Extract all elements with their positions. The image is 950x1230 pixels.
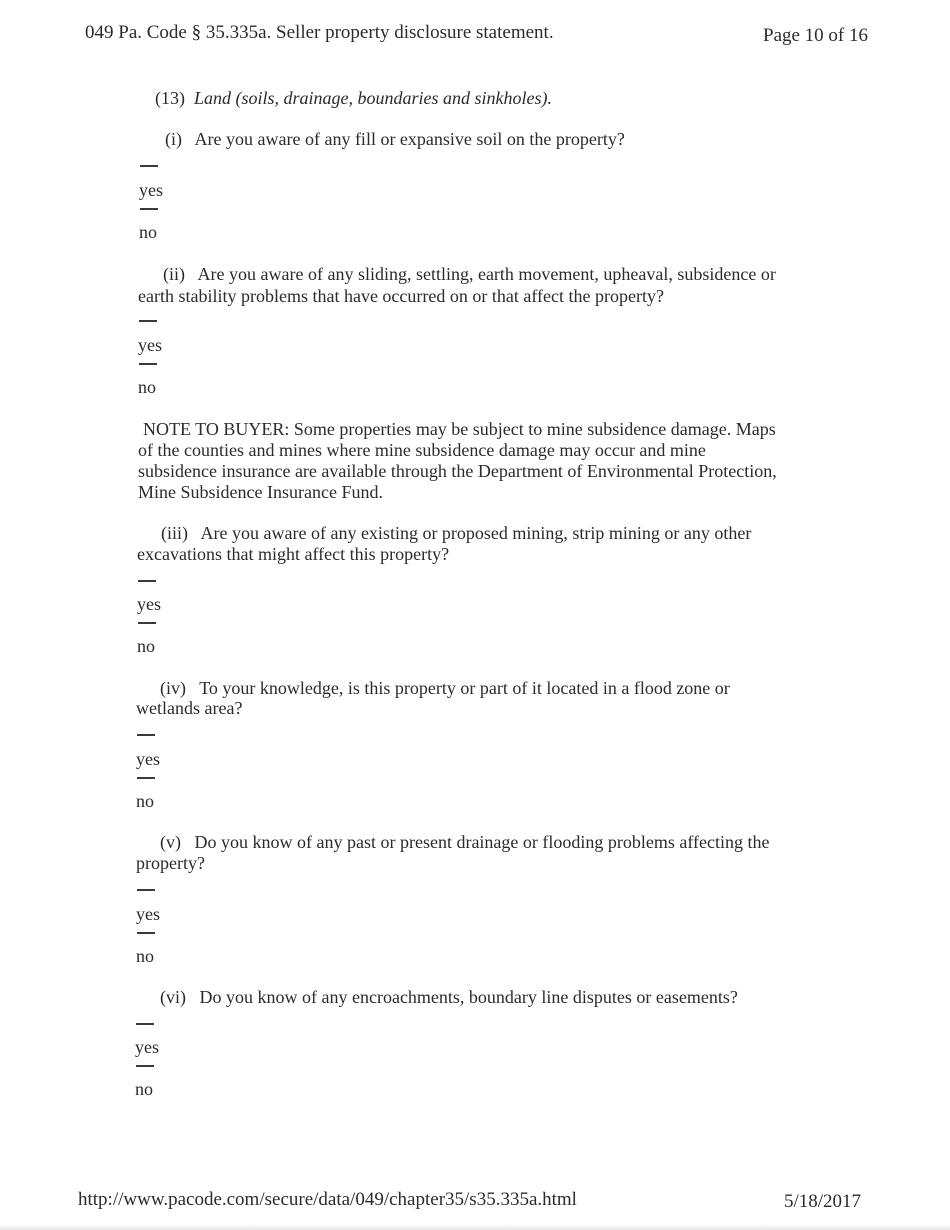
- footer-date: 5/18/2017: [784, 1191, 862, 1212]
- question-text: Do you know of any past or present drainage or flooding problems affecting the: [194, 832, 770, 852]
- answer-blank-yes[interactable]: [139, 320, 157, 322]
- answer-blank-no[interactable]: [140, 208, 158, 210]
- question-text: To your knowledge, is this property or part of it located in a flood zone or: [199, 678, 730, 698]
- question-vi: [160, 987, 738, 1008]
- section-title: Land (soils, drainage, boundaries and sinkholes).: [194, 88, 552, 108]
- option-yes: yes: [138, 335, 162, 355]
- answer-blank-yes[interactable]: [138, 580, 156, 582]
- option-yes: yes: [135, 1037, 159, 1057]
- answer-blank-no[interactable]: [139, 363, 157, 365]
- answer-blank-yes[interactable]: [137, 889, 155, 891]
- document-title: 049 Pa. Code § 35.335a. Seller property disclosure statement.: [85, 22, 554, 43]
- answer-blank-yes[interactable]: [136, 1023, 154, 1025]
- note-line-1: NOTE TO BUYER: Some properties may be subject to mine subsidence damage. Maps: [143, 419, 776, 439]
- answer-blank-yes[interactable]: [140, 165, 158, 167]
- question-number: (iv): [160, 678, 186, 698]
- question-text: Are you aware of any fill or expansive soil on the property?: [194, 129, 625, 149]
- section-number: (13): [155, 88, 185, 108]
- option-no: no: [137, 636, 155, 656]
- option-yes: yes: [136, 904, 160, 924]
- question-iv: [160, 678, 730, 699]
- question-number: (vi): [160, 987, 186, 1007]
- question-text: Do you know of any encroachments, boundary line disputes or easements?: [199, 987, 738, 1007]
- note-line-4: Mine Subsidence Insurance Fund.: [138, 482, 383, 502]
- question-ii: [163, 264, 776, 285]
- answer-blank-no[interactable]: [137, 932, 155, 934]
- option-no: no: [136, 946, 154, 966]
- question-iii: [161, 523, 751, 544]
- option-no: no: [136, 791, 154, 811]
- question-v: [160, 832, 770, 853]
- answer-blank-no[interactable]: [136, 1065, 154, 1067]
- question-v-cont: property?: [136, 853, 205, 873]
- scan-edge-shadow: [0, 1224, 950, 1230]
- option-yes: yes: [136, 749, 160, 769]
- footer-url[interactable]: http://www.pacode.com/secure/data/049/chapter35/s35.335a.html: [78, 1189, 577, 1210]
- question-text: Are you aware of any sliding, settling, earth movement, upheaval, subsidence or: [197, 264, 776, 284]
- question-number: (v): [160, 832, 181, 852]
- answer-blank-no[interactable]: [138, 622, 156, 624]
- section-heading: [155, 88, 552, 109]
- answer-blank-no[interactable]: [137, 777, 155, 779]
- question-i: [165, 129, 625, 150]
- option-yes: yes: [139, 180, 163, 200]
- question-iv-cont: wetlands area?: [136, 698, 243, 718]
- question-number: (ii): [163, 264, 185, 284]
- question-text: Are you aware of any existing or proposed mining, strip mining or any other: [200, 523, 752, 543]
- page-number: Page 10 of 16: [763, 25, 869, 46]
- note-line-3: subsidence insurance are available through the Department of Environmental Protection,: [138, 461, 777, 481]
- option-no: no: [139, 222, 157, 242]
- option-yes: yes: [137, 594, 161, 614]
- question-ii-cont: earth stability problems that have occurred on or that affect the property?: [138, 286, 664, 306]
- question-iii-cont: excavations that might affect this property?: [137, 544, 450, 564]
- answer-blank-yes[interactable]: [137, 734, 155, 736]
- option-no: no: [138, 377, 156, 397]
- question-number: (iii): [161, 523, 188, 543]
- question-number: (i): [165, 129, 182, 149]
- note-line-2: of the counties and mines where mine subsidence damage may occur and mine: [138, 440, 706, 460]
- option-no: no: [135, 1079, 153, 1099]
